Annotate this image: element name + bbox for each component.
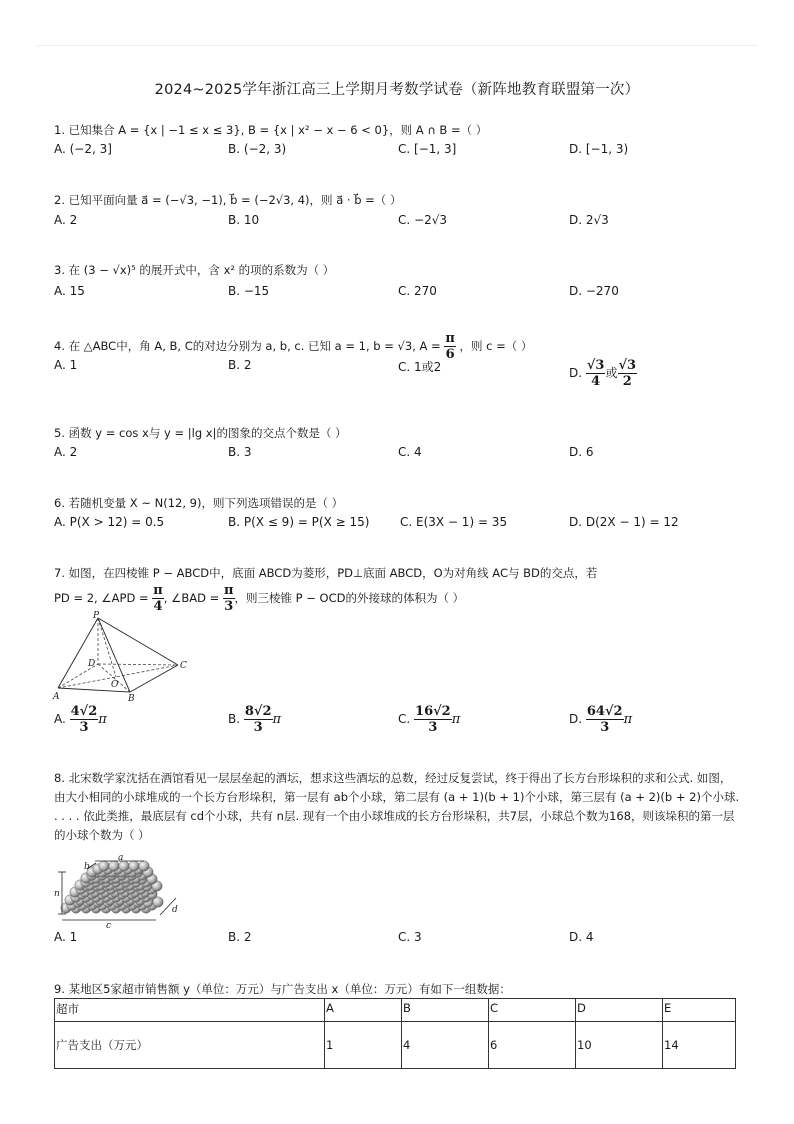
option-b: B. 10 [228, 213, 260, 227]
ball [139, 861, 149, 871]
option-b: B. (−2, 3) [228, 142, 287, 156]
label-b: b [84, 862, 90, 872]
fraction: $\frac{16√2}{3}$ [415, 704, 451, 735]
question-2-options [54, 213, 744, 233]
label-c: c [106, 921, 112, 928]
label-n: n [54, 889, 60, 899]
ball [129, 861, 139, 871]
option-d: D. D(2X − 1) = 12 [569, 515, 679, 529]
option-b: B. $\frac{8√2}{3}$ π [228, 704, 282, 735]
option-c: C. 270 [398, 284, 437, 298]
question-9-stem: 9. 某地区5家超市销售额 y（单位：万元）与广告支出 x（单位：万元）有如下一组数据： [54, 982, 511, 996]
option-c: C. 3 [398, 930, 422, 944]
question-3-options [54, 284, 744, 304]
option-c: C. [−1, 3] [398, 142, 457, 156]
question-7-stem-line2: PD = 2, ∠APD = $\frac{\pi}{4}$ , ∠BAD = $\frac{\pi}{3}$ ，则三棱锥 P − OCD的外接球的体积为（ ） [54, 583, 465, 614]
option-d: D. $\frac{64√2}{3}$ π [569, 704, 633, 735]
fraction: $\frac{\pi}{6}$ [445, 331, 455, 362]
question-8-stem: 8. 北宋数学家沈括在酒馆看见一层层垒起的酒坛，想求这些酒坛的总数，经过反复尝试，终于得出了长方台形垛积的求和公式. 如图，由大小相同的小球堆成的一个长方台形垛积，第一层有 ab个小球，第二层有 (a + 1)(b + 1)个小球，第三层有 (a + 2)(b + 2)个小球. . . . . 依此类推，最底层有 cd个小球，共有 n层. 现有一个由小球堆成的长方台形垛积，共7层，小球总个数为168，则该垛积的第一层的小球个数为（ ） [54, 771, 740, 842]
question-5-options [54, 445, 744, 465]
option-c: C. 1或2 [398, 360, 442, 374]
fraction: $\frac{\pi}{3}$ [223, 583, 234, 614]
option-d: D. 2√3 [569, 213, 609, 227]
table-cell: A [325, 999, 402, 1022]
option-a: A. 2 [54, 213, 78, 227]
option-d: D. −270 [569, 284, 619, 298]
table-row [55, 999, 736, 1022]
edge-dc [98, 664, 178, 665]
fraction: $\frac{8√2}{3}$ [244, 704, 272, 735]
option-d: D. [−1, 3) [569, 142, 629, 156]
question-6-options [54, 515, 744, 535]
table-cell: D [576, 999, 663, 1022]
label-b: B [128, 694, 135, 702]
question-1-options [54, 142, 744, 162]
fraction: $\frac{√3}{4}$ [586, 358, 605, 389]
option-c: C. −2√3 [398, 213, 447, 227]
question-7-stem-line1: 7. 如图，在四棱锥 P − ABCD中，底面 ABCD为菱形，PD⊥底面 ABCD，O为对角线 AC与 BD的交点，若 [54, 566, 598, 580]
table-cell: 4 [402, 1022, 489, 1069]
option-b: B. 3 [228, 445, 252, 459]
question-4-stem: 4. 在 △ABC中，角 A, B, C的对边分别为 a, b, c. 已知 a = 1, b = √3, A = $\frac{\pi}{6}$ ，则 c =（ ） [54, 331, 533, 362]
question-4-options [54, 358, 744, 398]
label-d: D [88, 659, 96, 669]
label-o: O [111, 680, 119, 690]
table-cell: 1 [325, 1022, 402, 1069]
option-c: C. 4 [398, 445, 422, 459]
balls [61, 861, 163, 913]
option-b: B. P(X ≤ 9) = P(X ≥ 15) [228, 515, 370, 529]
fraction: $\frac{\pi}{4}$ [153, 583, 163, 614]
option-c: C. $\frac{16√2}{3}$ π [398, 704, 461, 735]
option-b: B. 2 [228, 358, 252, 372]
option-a: A. 15 [54, 284, 85, 298]
fraction: $\frac{64√2}{3}$ [586, 704, 623, 735]
option-a: A. 1 [54, 930, 78, 944]
table-cell: C [489, 999, 576, 1022]
table-cell: 6 [489, 1022, 576, 1069]
question-5-stem: 5. 函数 y = cos x与 y = |lg x|的图象的交点个数是（ ） [54, 426, 347, 440]
option-d: D. 4 [569, 930, 594, 944]
table-cell: 广告支出（万元） [55, 1022, 325, 1069]
table-cell: B [402, 999, 489, 1022]
label-p: P [93, 611, 100, 621]
table-cell: E [663, 999, 736, 1022]
edge-ab [58, 688, 130, 692]
pyramid-figure [48, 610, 190, 702]
option-a: A. $\frac{4√2}{3}$ π [54, 704, 107, 735]
table-cell: 超市 [55, 999, 325, 1022]
table-cell: 14 [663, 1022, 736, 1069]
edge-pa [58, 618, 98, 688]
option-a: A. P(X > 12) = 0.5 [54, 515, 165, 529]
question-3-stem: 3. 在 (3 − √x)⁵ 的展开式中，含 x² 的项的系数为（ ） [54, 263, 335, 277]
option-d: D. 6 [569, 445, 594, 459]
option-a: A. 1 [54, 358, 78, 372]
option-c: C. E(3X − 1) = 35 [400, 515, 508, 529]
label-d: d [172, 905, 178, 915]
edge-bc [130, 665, 178, 692]
table-row [55, 1022, 736, 1069]
option-d: D. $\frac{√3}{4}$ 或 $\frac{√3}{2}$ [569, 358, 637, 389]
question-8-options [54, 930, 744, 950]
fraction: $\frac{4√2}{3}$ [70, 704, 98, 735]
option-b: B. 2 [228, 930, 252, 944]
question-1-stem: 1. 已知集合 A = {x | −1 ≤ x ≤ 3}, B = {x | x² − x − 6 < 0}，则 A ∩ B =（ ） [54, 123, 488, 137]
page-title: 2024~2025学年浙江高三上学期月考数学试卷（新阵地教育联盟第一次） [154, 82, 640, 98]
question-6-stem: 6. 若随机变量 X ~ N(12, 9)，则下列选项错误的是（ ） [54, 496, 344, 510]
option-a: A. (−2, 3] [54, 142, 112, 156]
question-7-options [54, 704, 744, 744]
option-a: A. 2 [54, 445, 78, 459]
header-rule [36, 45, 758, 46]
ball-stack-figure [48, 852, 188, 928]
label-c: C [180, 661, 187, 671]
question-2-stem: 2. 已知平面向量 a⃗ = (−√3, −1), b⃗ = (−2√3, 4)，则 a⃗ · b⃗ =（ ） [54, 193, 402, 207]
fraction: $\frac{√3}{2}$ [618, 358, 637, 389]
label-a: A [53, 692, 60, 702]
table-cell: 10 [576, 1022, 663, 1069]
label-a: a [118, 853, 124, 863]
ball [99, 861, 109, 871]
option-b: B. −15 [228, 284, 270, 298]
data-table [54, 998, 736, 1069]
